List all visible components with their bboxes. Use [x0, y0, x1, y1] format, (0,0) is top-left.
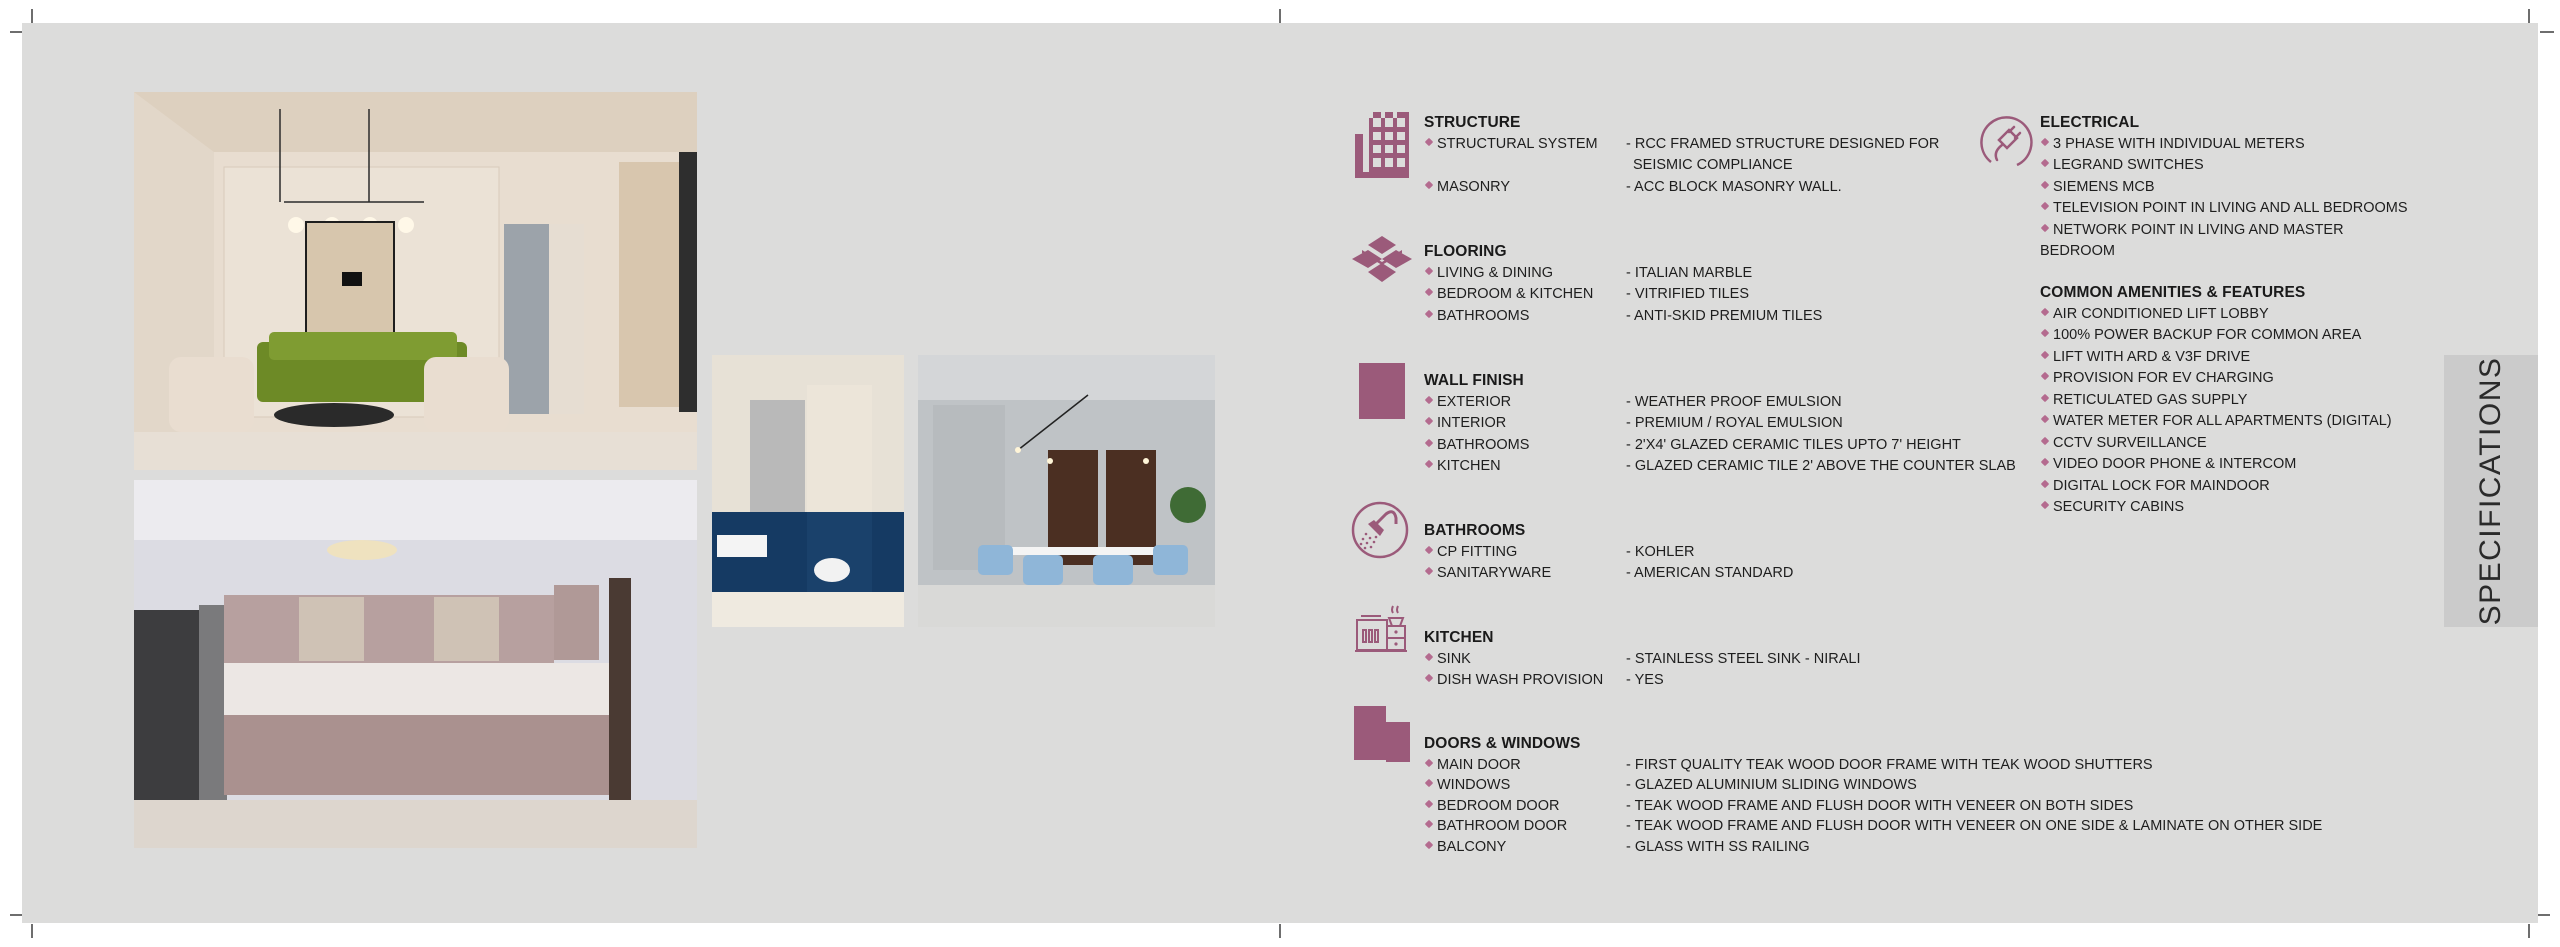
spec-label: STRUCTURAL SYSTEM: [1424, 134, 1598, 156]
bullet-icon: [1425, 288, 1433, 296]
section-title: STRUCTURE: [1424, 114, 1521, 131]
photo-living-room: [134, 92, 697, 470]
spec-value: - FIRST QUALITY TEAK WOOD DOOR FRAME WITH TEAK WOOD SHUTTERS: [1626, 756, 2153, 773]
crop-mark: [2528, 924, 2530, 938]
list-item: LIFT WITH ARD & V3F DRIVE: [2040, 347, 2420, 369]
bullet-icon: [2041, 307, 2049, 315]
spec-label: BATHROOM DOOR: [1424, 816, 1567, 838]
list-item: DIGITAL LOCK FOR MAINDOOR: [2040, 476, 2420, 498]
shower-icon: [1350, 500, 1410, 560]
list-item: SIEMENS MCB: [2040, 177, 2420, 199]
bullet-icon: [1425, 137, 1433, 145]
spec-label: BEDROOM DOOR: [1424, 796, 1559, 818]
list-item-continuation: BEDROOM: [2040, 243, 2115, 259]
spec-label: MAIN DOOR: [1424, 755, 1521, 777]
bullet-icon: [1425, 545, 1433, 553]
list-item: WATER METER FOR ALL APARTMENTS (DIGITAL): [2040, 411, 2420, 433]
spec-value: - TEAK WOOD FRAME AND FLUSH DOOR WITH VENEER ON ONE SIDE & LAMINATE ON OTHER SIDE: [1626, 818, 2323, 834]
spec-value: - GLASS WITH SS RAILING: [1626, 838, 1810, 855]
spec-row: [1424, 796, 2144, 817]
photo-kitchen: [134, 480, 697, 848]
bullet-icon: [2041, 202, 2049, 210]
spec-row: [1424, 413, 1984, 435]
crop-mark: [1279, 924, 1281, 938]
list-item: AIR CONDITIONED LIFT LOBBY: [2040, 304, 2420, 326]
bullet-icon: [2041, 372, 2049, 380]
spec-value: - ITALIAN MARBLE: [1626, 264, 1753, 281]
section-doors-windows: [1424, 733, 2323, 857]
spec-row: [1424, 263, 1964, 285]
spec-label: CP FITTING: [1424, 542, 1517, 564]
spec-label: EXTERIOR: [1424, 392, 1511, 414]
list-item: PROVISION FOR EV CHARGING: [2040, 368, 2420, 390]
list-item: 100% POWER BACKUP FOR COMMON AREA: [2040, 325, 2420, 347]
spec-row: [1424, 837, 2144, 858]
crop-mark: [2528, 9, 2530, 23]
section-title: FLOORING: [1424, 243, 1507, 260]
spec-row: [1424, 134, 1964, 156]
spec-row: [1424, 563, 1964, 585]
spec-value: - ACC BLOCK MASONRY WALL.: [1626, 178, 1842, 195]
spec-label: DISH WASH PROVISION: [1424, 670, 1603, 692]
spec-row: [1424, 775, 2144, 796]
spec-value: - TEAK WOOD FRAME AND FLUSH DOOR WITH VENEER ON BOTH SIDES: [1626, 797, 2134, 814]
section-common-amenities: [2040, 282, 2420, 519]
section-title: DOORS & WINDOWS: [1424, 735, 1581, 752]
section-title: COMMON AMENITIES & FEATURES: [2040, 284, 2306, 301]
bullet-icon: [1425, 395, 1433, 403]
spec-value: - WEATHER PROOF EMULSION: [1626, 393, 1842, 410]
spec-value: - ANTI-SKID PREMIUM TILES: [1626, 307, 1823, 324]
spec-label: SANITARYWARE: [1424, 563, 1551, 585]
crop-mark: [31, 924, 33, 938]
spec-value: - GLAZED ALUMINIUM SLIDING WINDOWS: [1626, 777, 1917, 793]
spec-value: - VITRIFIED TILES: [1626, 286, 1750, 302]
spec-value: - YES: [1626, 672, 1664, 688]
spec-row: [1424, 816, 2323, 837]
bullet-icon: [1425, 758, 1433, 766]
bullet-icon: [2041, 137, 2049, 145]
bullet-icon: [2041, 159, 2049, 167]
spec-value: - 2'X4' GLAZED CERAMIC TILES UPTO 7' HEIGHT: [1626, 436, 1961, 453]
list-item: NETWORK POINT IN LIVING AND MASTER: [2040, 220, 2420, 242]
spec-label: LIVING & DINING: [1424, 263, 1553, 285]
section-structure: [1424, 112, 1964, 198]
building-icon: [1355, 112, 1409, 178]
bullet-icon: [2041, 393, 2049, 401]
bullet-icon: [1425, 266, 1433, 274]
spec-row: [1424, 435, 1984, 457]
crop-mark: [1279, 9, 1281, 23]
bullet-icon: [2041, 329, 2049, 337]
crop-mark: [31, 9, 33, 23]
spec-value: - AMERICAN STANDARD: [1626, 565, 1794, 581]
photo-bathroom: [712, 355, 904, 627]
spec-row: [1424, 542, 1964, 564]
bullet-icon: [1425, 799, 1433, 807]
door-icon: [1354, 706, 1410, 762]
spec-row: [1424, 177, 1964, 199]
bullet-icon: [2041, 223, 2049, 231]
section-bathrooms: [1424, 520, 1964, 585]
bullet-icon: [2041, 180, 2049, 188]
spec-value: - RCC FRAMED STRUCTURE DESIGNED FOR: [1626, 135, 1940, 152]
spec-label: BEDROOM & KITCHEN: [1424, 284, 1593, 306]
spec-row: [1424, 392, 1984, 414]
bullet-icon: [1425, 180, 1433, 188]
list-item: SECURITY CABINS: [2040, 497, 2420, 519]
section-flooring: [1424, 241, 1964, 327]
spec-value: - GLAZED CERAMIC TILE 2' ABOVE THE COUNTER SLAB: [1626, 458, 2016, 474]
section-title: BATHROOMS: [1424, 522, 1526, 539]
spec-value: - PREMIUM / ROYAL EMULSION: [1626, 415, 1843, 431]
bullet-icon: [1425, 460, 1433, 468]
bullet-icon: [1425, 567, 1433, 575]
spec-row: [1424, 649, 1964, 671]
bullet-icon: [2041, 458, 2049, 466]
side-tab-label: SPECIFICATIONS: [2474, 356, 2507, 626]
list-item: 3 PHASE WITH INDIVIDUAL METERS: [2040, 134, 2420, 156]
list-item: CCTV SURVEILLANCE: [2040, 433, 2420, 455]
spec-value: - KOHLER: [1626, 543, 1695, 560]
plug-icon: [1977, 112, 2035, 170]
section-title: ELECTRICAL: [2040, 114, 2140, 131]
crop-mark: [2540, 31, 2554, 33]
section-kitchen: [1424, 627, 1964, 692]
spec-label: KITCHEN: [1424, 456, 1501, 478]
bullet-icon: [2041, 350, 2049, 358]
bullet-icon: [1425, 779, 1433, 787]
kitchen-counter-icon: [1355, 604, 1407, 656]
wall-swatch-icon: [1359, 363, 1405, 419]
spec-label: SINK: [1424, 649, 1471, 671]
spec-row: [1424, 306, 1964, 328]
spec-row: [1424, 284, 1964, 306]
list-item: RETICULATED GAS SUPPLY: [2040, 390, 2420, 412]
spec-value: - STAINLESS STEEL SINK - NIRALI: [1626, 650, 1861, 667]
bullet-icon: [1425, 820, 1433, 828]
spec-label: INTERIOR: [1424, 413, 1506, 435]
spec-row: [1424, 670, 1964, 692]
bullet-icon: [1425, 417, 1433, 425]
list-item: LEGRAND SWITCHES: [2040, 155, 2420, 177]
section-title: KITCHEN: [1424, 629, 1494, 646]
spec-label: WINDOWS: [1424, 775, 1510, 797]
tiles-icon: [1350, 236, 1414, 282]
section-title: WALL FINISH: [1424, 372, 1524, 389]
bullet-icon: [2041, 479, 2049, 487]
section-electrical: [2040, 112, 2420, 263]
spec-row-continuation: [1424, 155, 1964, 177]
list-item: TELEVISION POINT IN LIVING AND ALL BEDROOMS: [2040, 198, 2420, 220]
bullet-icon: [2041, 501, 2049, 509]
bullet-icon: [1425, 438, 1433, 446]
bullet-icon: [1425, 309, 1433, 317]
spec-row: [1424, 456, 2016, 478]
list-item: VIDEO DOOR PHONE & INTERCOM: [2040, 454, 2420, 476]
spec-label: MASONRY: [1424, 177, 1510, 199]
bullet-icon: [1425, 840, 1433, 848]
section-wall-finish: [1424, 370, 2016, 478]
spec-label: BATHROOMS: [1424, 306, 1529, 328]
spec-label: BALCONY: [1424, 837, 1506, 859]
bullet-icon: [1425, 674, 1433, 682]
spec-label: BATHROOMS: [1424, 435, 1529, 457]
bullet-icon: [1425, 652, 1433, 660]
spec-row: [1424, 755, 2153, 776]
spec-value: SEISMIC COMPLIANCE: [1633, 157, 1793, 173]
crop-mark: [2536, 914, 2550, 916]
bullet-icon: [2041, 415, 2049, 423]
specifications-side-tab: [2444, 355, 2538, 627]
photo-dining: [918, 355, 1215, 627]
bullet-icon: [2041, 436, 2049, 444]
